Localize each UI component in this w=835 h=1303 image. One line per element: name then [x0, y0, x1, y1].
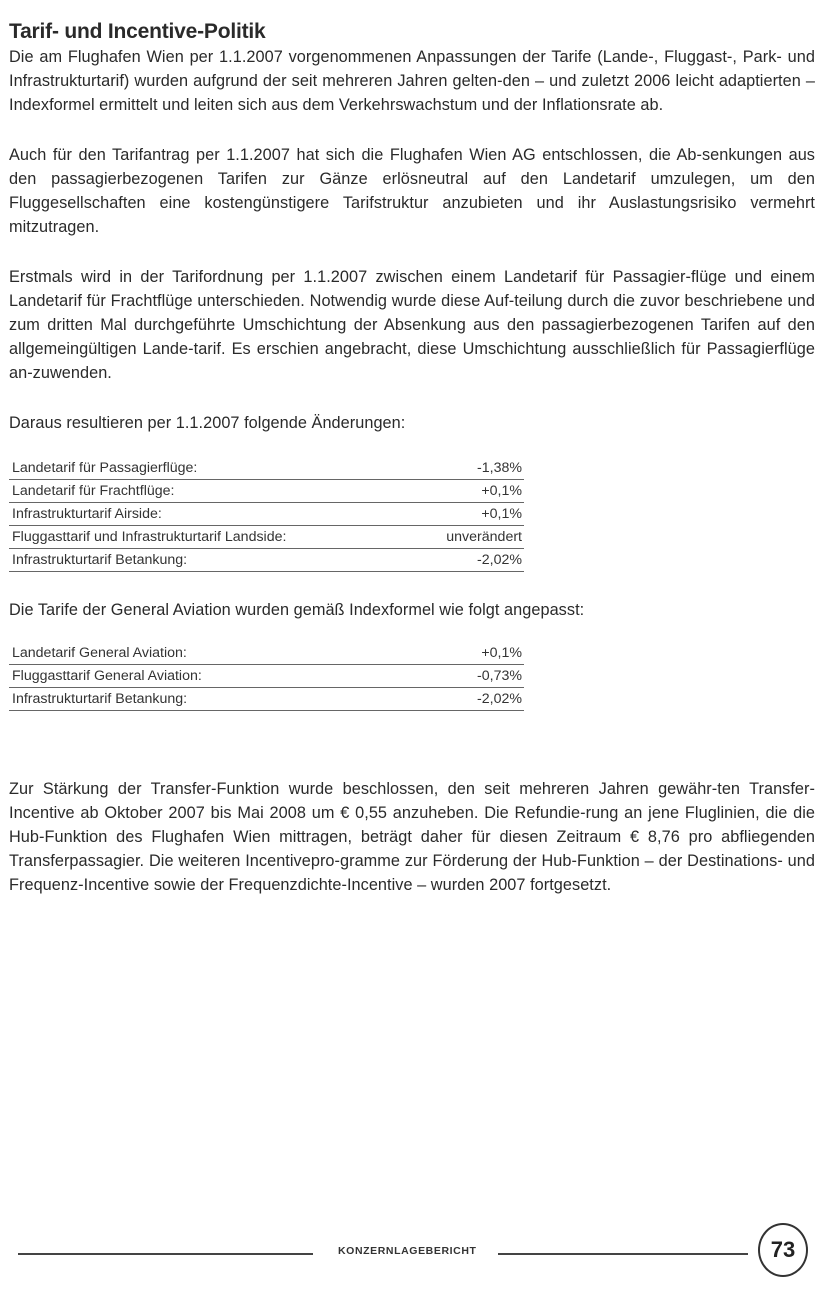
general-aviation-table [9, 642, 524, 711]
tariff-changes-table [9, 457, 524, 572]
footer-rule-right [498, 1253, 748, 1255]
row-label: Landetarif für Passagierflüge: [9, 457, 409, 480]
table-row [9, 457, 524, 480]
row-value: +0,1% [419, 642, 524, 665]
table-row [9, 526, 524, 549]
footer-section-label: KONZERNLAGEBERICHT [338, 1245, 477, 1257]
row-value: -2,02% [419, 688, 524, 711]
row-label: Infrastrukturtarif Betankung: [9, 549, 409, 572]
table-row [9, 503, 524, 526]
page-footer [18, 1215, 818, 1285]
footer-rule-left [18, 1253, 313, 1255]
row-label: Fluggasttarif General Aviation: [9, 665, 419, 688]
row-value: -0,73% [419, 665, 524, 688]
paragraph-1: Die am Flughafen Wien per 1.1.2007 vorgenommenen Anpassungen der Tarife (Lande-, Fluggast-, Park- und Infrastrukturtarif) wurden aufgrund der seit mehreren Jahren gelten-den – und zuletzt 2006 leicht adaptierten – Indexformel ermittelt und leiten sich aus dem Verkehrswachstum und der Inflationsrate ab. [9, 48, 815, 114]
paragraph-6: Zur Stärkung der Transfer-Funktion wurde beschlossen, den seit mehreren Jahren gewähr-ten Transfer-Incentive ab Oktober 2007 bis Mai 2008 um € 0,55 anzuheben. Die Refundie-rung an jene Fluglinien, die die Hub-Funktion des Flughafen Wien mittragen, beträgt daher für diesen Zeitraum € 8,76 pro abfliegenden Transferpassagier. Die weiteren Incentivepro-gramme zur Förderung der Hub-Funktion – der Destinations- und Frequenz-Incentive sowie der Frequenzdichte-Incentive – wurden 2007 fortgesetzt. [9, 780, 815, 894]
paragraph-4: Daraus resultieren per 1.1.2007 folgende Änderungen: [9, 414, 406, 432]
paragraph-3: Erstmals wird in der Tarifordnung per 1.1.2007 zwischen einem Landetarif für Passagier-flüge und einem Landetarif für Frachtflüge unterschieden. Notwendig wurde diese Auf-teilung durch die zuvor beschriebene und zum dritten Mal durchgeführte Umschichtung der Absenkung aus den passagierbezogenen Tarifen auf den allgemeingültigen Lande-tarif. Es erschien angebracht, diese Umschichtung ausschließlich für Passagierflüge an-zuwenden. [9, 268, 815, 382]
paragraph-2: Auch für den Tarifantrag per 1.1.2007 hat sich die Flughafen Wien AG entschlossen, die Ab-senkungen aus den passagierbezogenen Tarifen zur Gänze erlösneutral auf den Landetarif umzulegen, um den Fluggesellschaften eine kostengünstigere Tarifstruktur anzubieten und ihr Auslastungsrisiko vermehrt mitzutragen. [9, 146, 815, 236]
paragraph-5: Die Tarife der General Aviation wurden gemäß Indexformel wie folgt angepasst: [9, 601, 585, 619]
table-row [9, 665, 524, 688]
table-row [9, 549, 524, 572]
page-content [9, 20, 815, 897]
row-value: -1,38% [409, 457, 524, 480]
row-value: +0,1% [409, 480, 524, 503]
row-label: Landetarif General Aviation: [9, 642, 419, 665]
row-label: Infrastrukturtarif Airside: [9, 503, 409, 526]
table-row [9, 642, 524, 665]
row-value: +0,1% [409, 503, 524, 526]
row-value: unverändert [409, 526, 524, 549]
row-label: Landetarif für Frachtflüge: [9, 480, 409, 503]
section-heading: Tarif- und Incentive-Politik [9, 20, 266, 43]
row-value: -2,02% [409, 549, 524, 572]
page-number: 73 [758, 1223, 808, 1277]
row-label: Infrastrukturtarif Betankung: [9, 688, 419, 711]
table-row [9, 480, 524, 503]
row-label: Fluggasttarif und Infrastrukturtarif Landside: [9, 526, 409, 549]
table-row [9, 688, 524, 711]
